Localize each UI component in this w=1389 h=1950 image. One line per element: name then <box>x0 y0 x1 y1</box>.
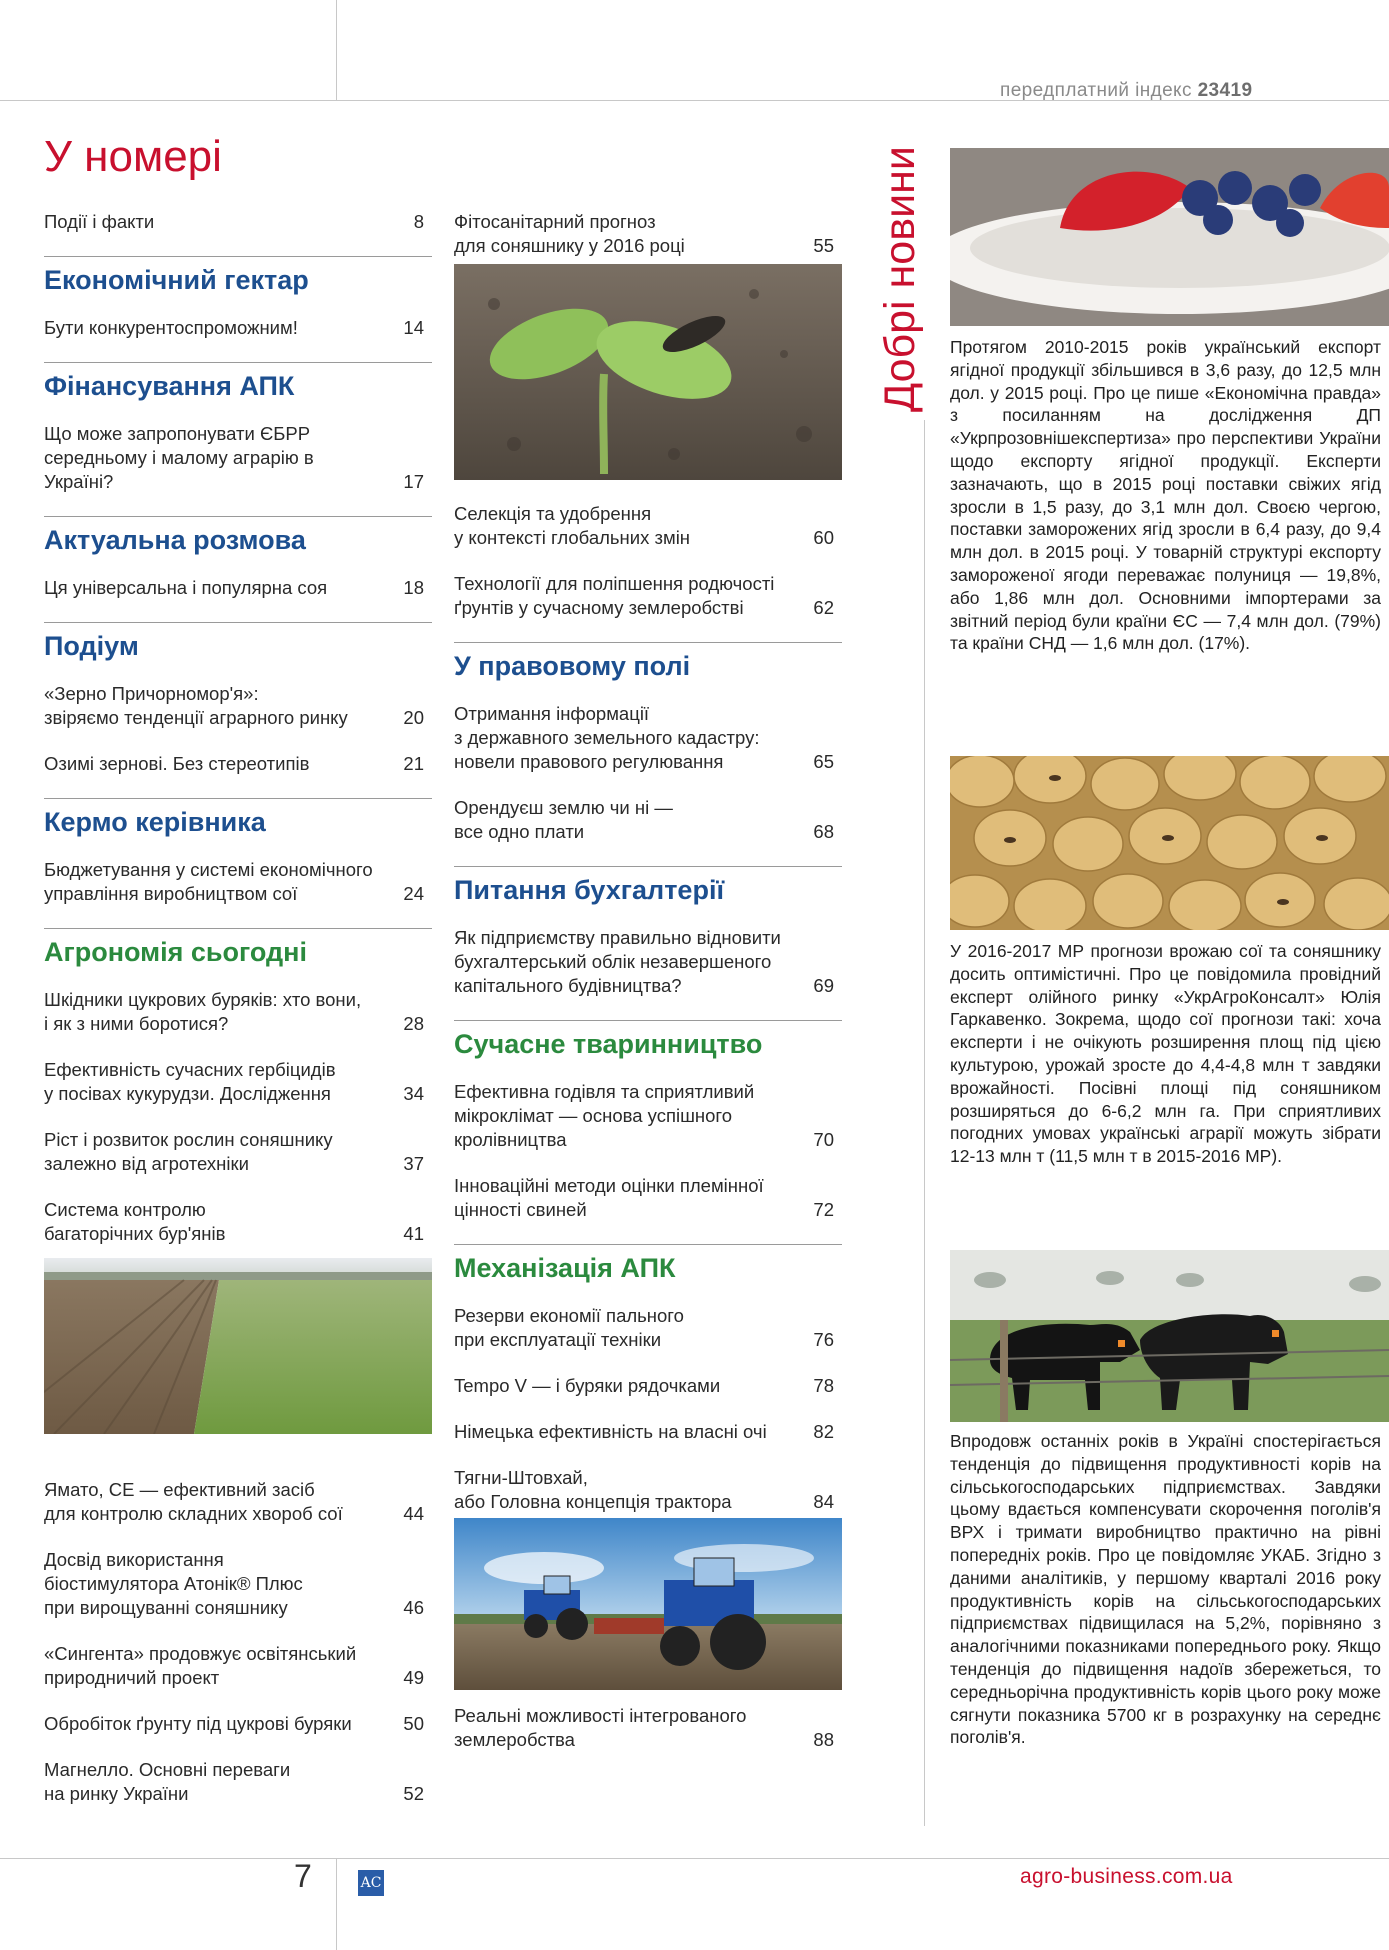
tractors-photo <box>454 1518 842 1690</box>
section-heading: Фінансування АПК <box>44 371 295 401</box>
section-heading: Подіум <box>44 631 139 661</box>
subscription-index <box>1000 80 1340 102</box>
news-title: Добрі новини <box>876 146 924 412</box>
website-link[interactable]: agro-business.com.ua <box>1020 1865 1233 1888</box>
section-agro-finance <box>44 362 432 494</box>
toc-entry[interactable]: Ефективна годівля та сприятливий мікроклімат — основа успішного кролівництва 70 <box>454 1081 834 1150</box>
page-title: У номері <box>44 132 222 181</box>
toc-entry[interactable]: Інноваційні методи оцінки племінної цінності свиней 72 <box>454 1175 834 1220</box>
section-leadership <box>44 798 432 906</box>
news-column-divider <box>924 420 925 1826</box>
footer-rule <box>0 1858 1389 1859</box>
toc-entry[interactable]: Що може запропонувати ЄБРР середньому і малому аграрію в Україні? 17 <box>44 423 424 492</box>
section-agronomy-today <box>44 928 432 1246</box>
toc-entry[interactable]: Тягни-Штовхай, або Головна концепція трактора 84 <box>454 1467 834 1512</box>
sunflower-seedling-photo <box>454 264 842 480</box>
section-heading: Механізація АПК <box>454 1253 676 1283</box>
news-item: У 2016-2017 МР прогнози врожаю сої та соняшнику досить оптимістичні. Про це повідомила провідний експерт олійного ринку «УкрАгроКонсалт» Юлія Гаркавенко. Зокрема, щодо сої прогнози такі: хоча експерти і не очікують розширення площ під цією культурою, урожай зросте до 4,4-4,8 млн т завдяки врожайності. Посівні площі під соняшником розширяться до 6-6,2 млн га. При сприятливих погодних умовах українські аграрії можуть зібрати 12-13 млн т (11,5 млн т в 2015-2016 МР). <box>950 941 1381 1167</box>
page-number: 7 <box>294 1858 312 1894</box>
section-heading: У правовому полі <box>454 651 691 681</box>
bottom-center-divider <box>336 1858 337 1950</box>
toc-entry[interactable]: Досвід використання біостимулятора Атонік® Плюс при вирощуванні соняшнику 46 <box>44 1549 424 1618</box>
toc-entry[interactable]: Обробіток ґрунту під цукрові буряки 50 <box>44 1713 424 1734</box>
section-accounting <box>454 866 842 998</box>
toc-column-right <box>454 210 842 1774</box>
section-heading: Актуальна розмова <box>44 525 306 555</box>
section-current-talk <box>44 516 432 600</box>
field-photo <box>44 1258 432 1434</box>
toc-entry[interactable]: Реальні можливості інтегрованого землеробства 88 <box>454 1705 834 1750</box>
toc-column-left <box>44 210 432 1828</box>
toc-entry[interactable]: Ямато, СЕ — ефективний засіб для контролю складних хвороб сої 44 <box>44 1479 424 1524</box>
toc-entry[interactable]: Магнелло. Основні переваги на ринку України 52 <box>44 1759 424 1804</box>
toc-entry[interactable]: Ефективність сучасних гербіцидів у посівах кукурудзи. Дослідження 34 <box>44 1059 424 1104</box>
section-economic-hectare <box>44 256 432 340</box>
berries-photo <box>950 148 1389 326</box>
top-center-divider <box>336 0 337 100</box>
news-item: Протягом 2010-2015 років український експорт ягідної продукції збільшився в 3,6 разу, до 12,5 млн дол. у 2015 році. Про це пише «Економічна правда» з посиланням на дослідження ДП «Укрпрозовнішекспертиза» про перспективи України щодо експорту ягідної продукції. Експерти зазначають, що в 2015 році поставки свіжих ягід зросли в 1,5 разу, до 3,1 млн дол. Своєю чергою, поставки заморожених ягід зросли в 6,4 разу, до 9,4 млн дол. в 2015 році. У товарній структурі експорту замороженої ягоди переважає полуниця — 19,8%, або 1,86 млн дол. Основними імпортерами за звітний період були країни ЄС — 7,4 млн дол. (79%) та країни СНД — 1,6 млн дол. (17%). <box>950 337 1381 654</box>
toc-entry[interactable]: Події і факти 8 <box>44 211 424 232</box>
toc-entry[interactable]: Tempo V — і буряки рядочками 78 <box>454 1375 834 1396</box>
toc-entry[interactable]: «Сингента» продовжує освітянський природничий проект 49 <box>44 1643 424 1688</box>
toc-entry[interactable]: Німецька ефективність на власні очі 82 <box>454 1421 834 1442</box>
toc-entry[interactable]: Технології для поліпшення родючості ґрунтів у сучасному землеробстві 62 <box>454 573 834 618</box>
section-heading: Економічний гектар <box>44 265 309 295</box>
toc-entry[interactable]: «Зерно Причорномор'я»: звіряємо тенденції аграрного ринку 20 <box>44 683 424 728</box>
toc-entry[interactable]: Шкідники цукрових буряків: хто вони, і як з ними боротися? 28 <box>44 989 424 1034</box>
toc-entry[interactable]: Фітосанітарний прогноз для соняшнику у 2016 році 55 <box>454 211 834 256</box>
section-podium <box>44 622 432 776</box>
toc-entry[interactable]: Орендуєш землю чи ні — все одно плати 68 <box>454 797 834 842</box>
cows-photo <box>950 1250 1389 1422</box>
toc-entry[interactable]: Бюджетування у системі економічного управління виробництвом сої 24 <box>44 859 424 904</box>
toc-entry[interactable]: Як підприємству правильно відновити бухгалтерський облік незавершеного капітального будівництва? 69 <box>454 927 834 996</box>
section-heading: Питання бухгалтерії <box>454 875 725 905</box>
toc-entry[interactable]: Система контролю багаторічних бур'янів 41 <box>44 1199 424 1244</box>
section-heading: Кермо керівника <box>44 807 266 837</box>
subscription-number: 23419 <box>1197 80 1253 101</box>
section-heading: Сучасне тваринництво <box>454 1029 763 1059</box>
soybeans-photo <box>950 756 1389 930</box>
section-livestock <box>454 1020 842 1222</box>
toc-entry[interactable]: Селекція та удобрення у контексті глобальних змін 60 <box>454 503 834 548</box>
section-mechanization <box>454 1244 842 1514</box>
subscription-label: передплатний індекс <box>1000 80 1192 101</box>
publisher-logo: AC <box>358 1870 384 1896</box>
toc-entry[interactable]: Озимі зернові. Без стереотипів 21 <box>44 753 424 774</box>
toc-entry[interactable]: Ця універсальна і популярна соя 18 <box>44 577 424 598</box>
news-item: Впродовж останніх років в Україні спостерігається тенденція до підвищення продуктивності корів на сільськогосподарських підприємствах. Завдяки цьому вдається компенсувати скорочення поголів'я ВРХ і тримати виробництво практично на рівні попередніх років. Про це повідомляє УКАБ. Згідно з даними аналітиків, у першому кварталі 2016 року продуктивність корів на сільськогосподарських підприємствах підвищилася на 5,2%, порівняно з аналогічними показниками попереднього року. Якщо тенденція до підвищення надоїв збережеться, то середньорічна продуктивність корів цього року може сягнути показника 5700 кг в розрахунку на середнє поголів'я. <box>950 1431 1381 1748</box>
toc-entry[interactable]: Резерви економії пального при експлуатації техніки 76 <box>454 1305 834 1350</box>
section-legal-field <box>454 642 842 844</box>
toc-entry[interactable]: Бути конкурентоспроможним! 14 <box>44 317 424 338</box>
toc-entry[interactable]: Ріст і розвиток рослин соняшнику залежно від агротехніки 37 <box>44 1129 424 1174</box>
section-heading: Агрономія сьогодні <box>44 937 307 967</box>
toc-entry[interactable]: Отримання інформації з державного земельного кадастру: новели правового регулювання 65 <box>454 703 834 772</box>
